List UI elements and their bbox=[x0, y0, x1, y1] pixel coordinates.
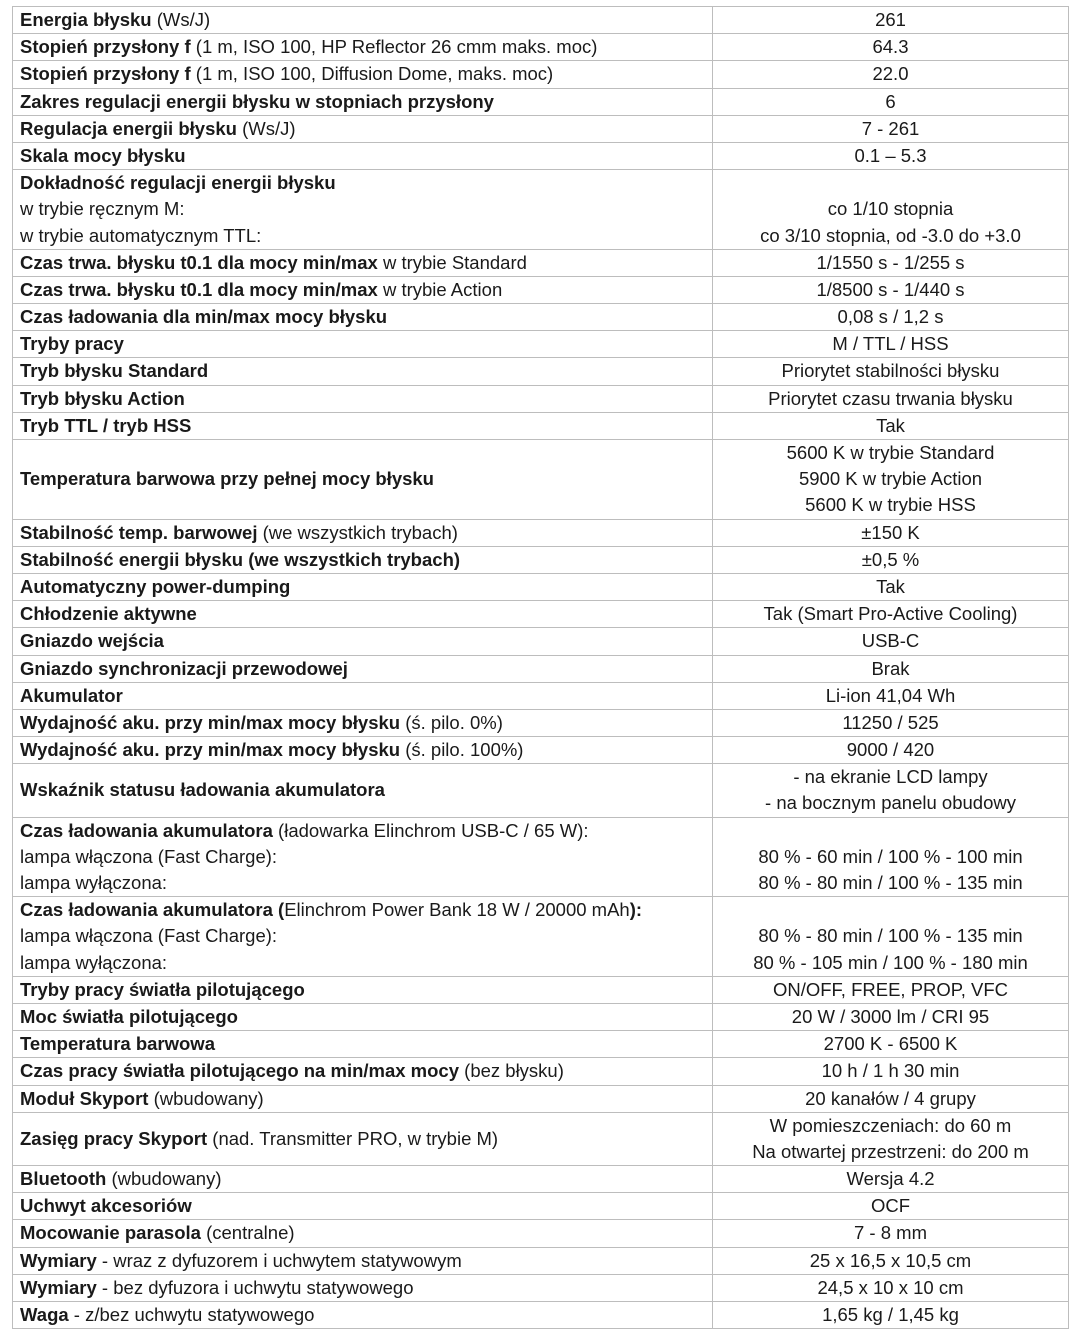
spec-value-line: 1,65 kg / 1,45 kg bbox=[822, 1304, 959, 1325]
spec-label-line bbox=[20, 601, 705, 627]
spec-row bbox=[13, 1085, 1069, 1112]
spec-label-bold-text: Czas ładowania akumulatora bbox=[20, 819, 273, 841]
spec-label-cell bbox=[13, 276, 713, 303]
spec-value-line: Tak bbox=[876, 575, 905, 597]
spec-value-cell bbox=[713, 976, 1069, 1003]
spec-label-cell bbox=[13, 304, 713, 331]
spec-label-bold-text: Gniazdo synchronizacji przewodowej bbox=[20, 657, 348, 679]
spec-label-text: w trybie automatycznym TTL: bbox=[20, 224, 262, 246]
spec-label-text: lampa wyłączona: bbox=[20, 951, 168, 973]
spec-label-bold-text: Tryb TTL / tryb HSS bbox=[20, 414, 192, 436]
spec-label-cell bbox=[13, 1058, 713, 1085]
spec-value-cell bbox=[713, 1302, 1069, 1329]
spec-label-line bbox=[20, 1275, 705, 1301]
spec-value-cell bbox=[713, 142, 1069, 169]
spec-row bbox=[13, 385, 1069, 412]
spec-label-bold-text: Bluetooth bbox=[20, 1168, 107, 1190]
spec-value-line: Tak (Smart Pro-Active Cooling) bbox=[763, 603, 1018, 625]
spec-value-cell bbox=[713, 7, 1069, 34]
spec-label-cell bbox=[13, 1085, 713, 1112]
spec-label-line bbox=[20, 170, 705, 196]
spec-value-cell bbox=[713, 304, 1069, 331]
spec-label-line bbox=[20, 1126, 705, 1152]
spec-label-line bbox=[20, 950, 705, 976]
spec-value-cell bbox=[713, 764, 1069, 817]
spec-label-bold-text: ): bbox=[629, 899, 643, 921]
spec-value-line: 10 h / 1 h 30 min bbox=[821, 1060, 960, 1082]
spec-value-cell bbox=[713, 897, 1069, 977]
spec-label-text: w trybie Standard bbox=[377, 251, 527, 273]
spec-label-bold-text: Wydajność aku. przy min/max mocy błysku bbox=[20, 711, 401, 733]
spec-value-cell bbox=[713, 1247, 1069, 1274]
spec-row bbox=[13, 276, 1069, 303]
spec-row bbox=[13, 1112, 1069, 1165]
spec-label-text: (centralne) bbox=[200, 1222, 295, 1244]
spec-label-line bbox=[20, 1058, 705, 1084]
spec-label-line bbox=[20, 656, 705, 682]
spec-label-text: (wbudowany) bbox=[106, 1168, 222, 1190]
spec-label-cell bbox=[13, 976, 713, 1003]
spec-value-cell bbox=[713, 601, 1069, 628]
spec-value-line: Tak bbox=[876, 414, 905, 436]
spec-value-line: 261 bbox=[875, 9, 906, 30]
spec-row bbox=[13, 142, 1069, 169]
spec-row bbox=[13, 1166, 1069, 1193]
spec-label-line bbox=[20, 923, 705, 949]
spec-label-cell bbox=[13, 88, 713, 115]
spec-label-bold-text: Chłodzenie aktywne bbox=[20, 603, 197, 625]
spec-label-bold-text: Tryb błysku Action bbox=[20, 387, 185, 409]
spec-label-cell bbox=[13, 115, 713, 142]
spec-row bbox=[13, 7, 1069, 34]
spec-label-text: (1 m, ISO 100, HP Reflector 26 cmm maks. moc) bbox=[190, 36, 598, 58]
spec-label-cell bbox=[13, 1031, 713, 1058]
spec-label-line bbox=[20, 250, 705, 276]
spec-value-cell bbox=[713, 737, 1069, 764]
spec-label-bold-text: Waga bbox=[20, 1304, 69, 1325]
spec-value-cell bbox=[713, 170, 1069, 250]
spec-label-bold-text: Czas trwa. błysku t0.1 dla mocy min/max bbox=[20, 278, 378, 300]
spec-value-cell bbox=[713, 655, 1069, 682]
spec-value-cell bbox=[713, 276, 1069, 303]
spec-row bbox=[13, 1031, 1069, 1058]
spec-value-cell bbox=[713, 1166, 1069, 1193]
spec-value-line: Na otwartej przestrzeni: do 200 m bbox=[752, 1140, 1029, 1162]
spec-label-bold-text: Zakres regulacji energii błysku w stopniach przysłony bbox=[20, 90, 494, 112]
spec-row bbox=[13, 358, 1069, 385]
spec-label-line bbox=[20, 466, 705, 492]
spec-value-line: 5600 K w trybie HSS bbox=[805, 494, 976, 516]
spec-label-line bbox=[20, 520, 705, 546]
spec-value-line: 80 % - 60 min / 100 % - 100 min bbox=[758, 845, 1023, 867]
spec-value-line: - na bocznym panelu obudowy bbox=[765, 792, 1016, 814]
spec-value-cell bbox=[713, 546, 1069, 573]
spec-label-bold-text: Automatyczny power-dumping bbox=[20, 575, 291, 597]
spec-value-line: W pomieszczeniach: do 60 m bbox=[769, 1114, 1012, 1136]
spec-value-line: - na ekranie LCD lampy bbox=[793, 766, 988, 788]
spec-row bbox=[13, 412, 1069, 439]
spec-value-cell bbox=[713, 331, 1069, 358]
spec-label-cell bbox=[13, 628, 713, 655]
spec-row bbox=[13, 897, 1069, 977]
spec-label-cell bbox=[13, 737, 713, 764]
spec-row bbox=[13, 1302, 1069, 1329]
spec-value-cell bbox=[713, 817, 1069, 897]
spec-value-line: co 3/10 stopnia, od -3.0 do +3.0 bbox=[760, 224, 1021, 246]
spec-label-line bbox=[20, 1004, 705, 1030]
spec-row bbox=[13, 601, 1069, 628]
spec-label-bold-text: Zasięg pracy Skyport bbox=[20, 1127, 208, 1149]
spec-label-cell bbox=[13, 170, 713, 250]
spec-label-cell bbox=[13, 1274, 713, 1301]
spec-label-line bbox=[20, 34, 705, 60]
spec-table bbox=[12, 6, 1069, 1329]
spec-value-line: 11250 / 525 bbox=[842, 711, 939, 733]
spec-label-text: (1 m, ISO 100, Diffusion Dome, maks. moc) bbox=[190, 63, 554, 85]
spec-label-bold-text: Wymiary bbox=[20, 1249, 97, 1271]
spec-row bbox=[13, 61, 1069, 88]
spec-label-line bbox=[20, 277, 705, 303]
spec-label-text: (ś. pilo. 0%) bbox=[400, 711, 503, 733]
spec-value-cell bbox=[713, 385, 1069, 412]
spec-label-text: lampa wyłączona: bbox=[20, 872, 168, 893]
spec-value-line: 0.1 – 5.3 bbox=[854, 144, 927, 166]
spec-row bbox=[13, 519, 1069, 546]
spec-label-bold-text: Tryb błysku Standard bbox=[20, 360, 209, 382]
spec-value-cell bbox=[713, 358, 1069, 385]
spec-label-cell bbox=[13, 412, 713, 439]
spec-label-cell bbox=[13, 764, 713, 817]
spec-label-line bbox=[20, 1193, 705, 1219]
spec-label-line bbox=[20, 710, 705, 736]
spec-value-cell bbox=[713, 1193, 1069, 1220]
spec-label-bold-text: Mocowanie parasola bbox=[20, 1222, 201, 1244]
spec-label-text: - z/bez uchwytu statywowego bbox=[68, 1304, 315, 1325]
spec-label-text: lampa włączona (Fast Charge): bbox=[20, 925, 278, 947]
spec-row bbox=[13, 440, 1069, 520]
spec-row bbox=[13, 655, 1069, 682]
spec-row bbox=[13, 1058, 1069, 1085]
spec-value-cell bbox=[713, 412, 1069, 439]
spec-label-bold-text: Temperatura barwowa bbox=[20, 1033, 215, 1055]
spec-label-cell bbox=[13, 519, 713, 546]
spec-value-line: 24,5 x 10 x 10 cm bbox=[817, 1276, 964, 1298]
spec-label-cell bbox=[13, 573, 713, 600]
spec-label-line bbox=[20, 777, 705, 803]
spec-value-cell bbox=[713, 1274, 1069, 1301]
spec-label-bold-text: Tryby pracy światła pilotującego bbox=[20, 978, 305, 1000]
spec-label-cell bbox=[13, 1302, 713, 1329]
spec-label-cell bbox=[13, 1247, 713, 1274]
spec-label-line bbox=[20, 143, 705, 169]
spec-label-line bbox=[20, 737, 705, 763]
spec-row bbox=[13, 88, 1069, 115]
spec-label-bold-text: Energia błysku bbox=[20, 9, 152, 30]
spec-value-cell bbox=[713, 115, 1069, 142]
spec-label-text: Elinchrom Power Bank 18 W / 20000 mAh bbox=[284, 899, 630, 921]
spec-value-line: 2700 K - 6500 K bbox=[823, 1033, 958, 1055]
spec-row bbox=[13, 682, 1069, 709]
spec-value-line: 7 - 261 bbox=[861, 117, 920, 139]
spec-value-line: co 1/10 stopnia bbox=[827, 198, 954, 220]
spec-label-line bbox=[20, 196, 705, 222]
spec-label-text: (Ws/J) bbox=[236, 117, 296, 139]
spec-value-line bbox=[720, 897, 1061, 923]
spec-label-cell bbox=[13, 358, 713, 385]
spec-label-cell bbox=[13, 1003, 713, 1030]
spec-label-text: lampa włączona (Fast Charge): bbox=[20, 845, 278, 867]
spec-value-cell bbox=[713, 440, 1069, 520]
spec-value-line: 80 % - 80 min / 100 % - 135 min bbox=[758, 925, 1023, 947]
spec-value-line: ±150 K bbox=[861, 521, 920, 543]
spec-value-line: 80 % - 80 min / 100 % - 135 min bbox=[758, 872, 1023, 893]
spec-label-bold-text: Wydajność aku. przy min/max mocy błysku bbox=[20, 739, 401, 761]
spec-label-line bbox=[20, 574, 705, 600]
spec-table-container bbox=[12, 6, 1068, 1329]
spec-row bbox=[13, 1274, 1069, 1301]
spec-label-bold-text: Czas ładowania dla min/max mocy błysku bbox=[20, 306, 388, 328]
spec-value-line: 1/1550 s - 1/255 s bbox=[816, 251, 965, 273]
spec-label-bold-text: Skala mocy błysku bbox=[20, 144, 186, 166]
spec-label-text: - wraz z dyfuzorem i uchwytem statywowym bbox=[96, 1249, 462, 1271]
spec-value-cell bbox=[713, 573, 1069, 600]
spec-label-text: w trybie Action bbox=[377, 278, 503, 300]
spec-row bbox=[13, 764, 1069, 817]
spec-label-line bbox=[20, 870, 705, 896]
spec-value-line: Priorytet czasu trwania błysku bbox=[768, 387, 1013, 409]
spec-label-line bbox=[20, 977, 705, 1003]
spec-value-cell bbox=[713, 709, 1069, 736]
spec-label-cell bbox=[13, 1166, 713, 1193]
spec-label-bold-text: Moc światła pilotującego bbox=[20, 1005, 238, 1027]
spec-value-line: 1/8500 s - 1/440 s bbox=[816, 278, 965, 300]
spec-row bbox=[13, 976, 1069, 1003]
spec-value-line: 0,08 s / 1,2 s bbox=[837, 306, 944, 328]
spec-table-body bbox=[13, 7, 1069, 1329]
spec-row bbox=[13, 737, 1069, 764]
spec-label-text: - bez dyfuzora i uchwytu statywowego bbox=[96, 1276, 414, 1298]
spec-label-text: (bez błysku) bbox=[459, 1060, 564, 1082]
spec-row bbox=[13, 170, 1069, 250]
spec-label-cell bbox=[13, 897, 713, 977]
spec-label-bold-text: Akumulator bbox=[20, 684, 123, 706]
spec-label-cell bbox=[13, 385, 713, 412]
spec-value-line: 20 kanałów / 4 grupy bbox=[805, 1087, 976, 1109]
spec-value-line bbox=[720, 170, 1061, 196]
spec-label-cell bbox=[13, 1112, 713, 1165]
spec-label-text: (nad. Transmitter PRO, w trybie M) bbox=[207, 1127, 499, 1149]
spec-value-line: 5900 K w trybie Action bbox=[798, 468, 983, 490]
spec-label-line bbox=[20, 61, 705, 87]
spec-row bbox=[13, 1220, 1069, 1247]
spec-value-cell bbox=[713, 249, 1069, 276]
spec-label-cell bbox=[13, 655, 713, 682]
spec-value-cell bbox=[713, 1003, 1069, 1030]
spec-value-line: 25 x 16,5 x 10,5 cm bbox=[809, 1249, 972, 1271]
spec-label-bold-text: Stabilność temp. barwowej bbox=[20, 521, 258, 543]
spec-row bbox=[13, 1247, 1069, 1274]
spec-label-bold-text: Stopień przysłony f bbox=[20, 63, 191, 85]
spec-label-line bbox=[20, 1166, 705, 1192]
spec-label-bold-text: Stabilność energii błysku (we wszystkich trybach) bbox=[20, 548, 461, 570]
spec-label-line bbox=[20, 1086, 705, 1112]
spec-value-line: Li-ion 41,04 Wh bbox=[825, 684, 956, 706]
spec-label-line bbox=[20, 89, 705, 115]
spec-value-line: 5600 K w trybie Standard bbox=[786, 442, 995, 463]
spec-label-bold-text: Regulacja energii błysku bbox=[20, 117, 237, 139]
spec-label-line bbox=[20, 413, 705, 439]
spec-row bbox=[13, 709, 1069, 736]
spec-row bbox=[13, 628, 1069, 655]
spec-value-line: ON/OFF, FREE, PROP, VFC bbox=[772, 978, 1009, 1000]
spec-value-line: 6 bbox=[885, 90, 896, 112]
spec-value-line: 7 - 8 mm bbox=[854, 1222, 927, 1244]
spec-row bbox=[13, 546, 1069, 573]
spec-value-cell bbox=[713, 1031, 1069, 1058]
spec-value-cell bbox=[713, 88, 1069, 115]
spec-value-cell bbox=[713, 1058, 1069, 1085]
spec-value-cell bbox=[713, 1112, 1069, 1165]
spec-label-cell bbox=[13, 34, 713, 61]
spec-label-line bbox=[20, 331, 705, 357]
spec-label-cell bbox=[13, 331, 713, 358]
spec-row bbox=[13, 1003, 1069, 1030]
spec-label-line bbox=[20, 818, 705, 844]
spec-label-text: (wbudowany) bbox=[148, 1087, 264, 1109]
spec-value-line: OCF bbox=[870, 1195, 911, 1217]
spec-label-text: (we wszystkich trybach) bbox=[257, 521, 458, 543]
spec-value-line: M / TTL / HSS bbox=[832, 333, 949, 355]
spec-label-line bbox=[20, 1248, 705, 1274]
spec-label-cell bbox=[13, 817, 713, 897]
spec-label-bold-text: Czas pracy światła pilotującego na min/max mocy bbox=[20, 1060, 460, 1082]
spec-label-line bbox=[20, 897, 705, 923]
spec-label-text: (ładowarka Elinchrom USB-C / 65 W): bbox=[272, 819, 589, 841]
spec-value-line: 20 W / 3000 lm / CRI 95 bbox=[791, 1005, 990, 1027]
spec-label-line bbox=[20, 844, 705, 870]
spec-value-cell bbox=[713, 1085, 1069, 1112]
spec-label-line bbox=[20, 1302, 705, 1328]
spec-value-line: Priorytet stabilności błysku bbox=[781, 360, 1000, 382]
spec-value-line: 64.3 bbox=[872, 36, 909, 58]
spec-label-cell bbox=[13, 709, 713, 736]
spec-label-text: w trybie ręcznym M: bbox=[20, 198, 185, 220]
spec-label-cell bbox=[13, 1193, 713, 1220]
spec-label-cell bbox=[13, 440, 713, 520]
spec-label-bold-text: Stopień przysłony f bbox=[20, 36, 191, 58]
spec-value-line: 9000 / 420 bbox=[846, 739, 935, 761]
spec-value-line: Brak bbox=[871, 657, 910, 679]
spec-label-line bbox=[20, 1220, 705, 1246]
spec-value-line bbox=[720, 818, 1061, 844]
spec-label-bold-text: Gniazdo wejścia bbox=[20, 630, 164, 652]
spec-value-cell bbox=[713, 1220, 1069, 1247]
spec-value-cell bbox=[713, 519, 1069, 546]
spec-label-line bbox=[20, 683, 705, 709]
spec-row bbox=[13, 331, 1069, 358]
spec-label-line bbox=[20, 304, 705, 330]
spec-value-line: 80 % - 105 min / 100 % - 180 min bbox=[753, 951, 1028, 973]
spec-value-line: USB-C bbox=[861, 630, 920, 652]
spec-label-cell bbox=[13, 61, 713, 88]
spec-value-cell bbox=[713, 61, 1069, 88]
spec-row bbox=[13, 304, 1069, 331]
spec-row bbox=[13, 34, 1069, 61]
spec-label-cell bbox=[13, 7, 713, 34]
spec-row bbox=[13, 249, 1069, 276]
spec-label-cell bbox=[13, 142, 713, 169]
spec-label-line bbox=[20, 7, 705, 33]
spec-label-bold-text: Wskaźnik statusu ładowania akumulatora bbox=[20, 779, 385, 801]
spec-label-bold-text: Moduł Skyport bbox=[20, 1087, 149, 1109]
spec-label-cell bbox=[13, 601, 713, 628]
spec-value-cell bbox=[713, 682, 1069, 709]
spec-label-line bbox=[20, 1031, 705, 1057]
spec-label-cell bbox=[13, 546, 713, 573]
spec-label-bold-text: Temperatura barwowa przy pełnej mocy błysku bbox=[20, 468, 434, 490]
spec-value-cell bbox=[713, 628, 1069, 655]
spec-label-bold-text: Uchwyt akcesoriów bbox=[20, 1195, 192, 1217]
spec-label-cell bbox=[13, 1220, 713, 1247]
spec-label-line bbox=[20, 223, 705, 249]
spec-value-line: 22.0 bbox=[872, 63, 909, 85]
spec-label-text: (ś. pilo. 100%) bbox=[400, 739, 524, 761]
spec-label-line bbox=[20, 116, 705, 142]
spec-label-bold-text: Tryby pracy bbox=[20, 333, 124, 355]
spec-label-line bbox=[20, 547, 705, 573]
spec-label-line bbox=[20, 628, 705, 654]
spec-row bbox=[13, 573, 1069, 600]
spec-label-line bbox=[20, 386, 705, 412]
spec-label-bold-text: Czas ładowania akumulatora ( bbox=[20, 899, 285, 921]
spec-label-bold-text: Wymiary bbox=[20, 1276, 97, 1298]
spec-value-line: Wersja 4.2 bbox=[846, 1168, 935, 1190]
spec-label-text: (Ws/J) bbox=[151, 9, 211, 30]
spec-label-line bbox=[20, 358, 705, 384]
spec-row bbox=[13, 115, 1069, 142]
spec-row bbox=[13, 817, 1069, 897]
spec-value-line: ±0,5 % bbox=[861, 548, 920, 570]
spec-label-cell bbox=[13, 249, 713, 276]
spec-label-bold-text: Czas trwa. błysku t0.1 dla mocy min/max bbox=[20, 251, 378, 273]
spec-label-bold-text: Dokładność regulacji energii błysku bbox=[20, 172, 336, 194]
spec-value-cell bbox=[713, 34, 1069, 61]
spec-label-cell bbox=[13, 682, 713, 709]
spec-row bbox=[13, 1193, 1069, 1220]
